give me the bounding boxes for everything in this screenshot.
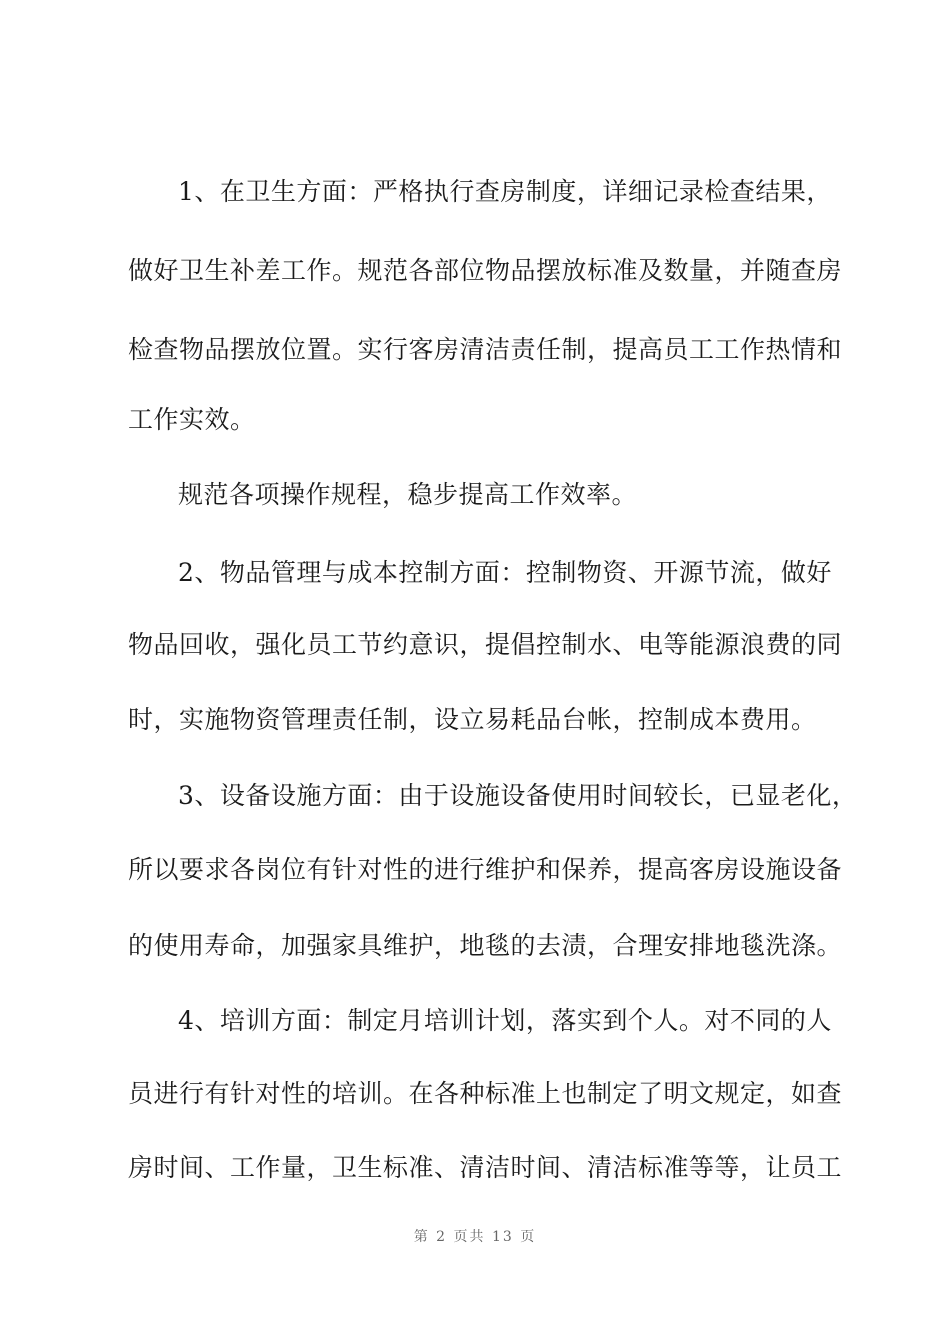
text-line-content: 4、培训方面：制定月培训计划，落实到个人。对不同的人	[178, 1006, 832, 1035]
text-line-content: 时，实施物资管理责任制，设立易耗品台帐，控制成本费用。	[128, 705, 817, 734]
text-line-content: 3、设备设施方面：由于设施设备使用时间较长，已显老化，	[178, 781, 858, 810]
text-line	[0, 776, 950, 816]
text-line	[0, 330, 950, 370]
text-line	[0, 400, 950, 440]
text-line-content: 的使用寿命，加强家具维护，地毯的去渍，合理安排地毯洗涤。	[128, 931, 843, 960]
text-line	[0, 172, 950, 212]
text-line	[0, 850, 950, 890]
text-line-content: 规范各项操作规程，稳步提高工作效率。	[178, 480, 638, 509]
text-line-content: 检查物品摆放位置。实行客房清洁责任制，提高员工工作热情和	[128, 335, 843, 364]
text-line	[0, 1148, 950, 1188]
text-line-content: 物品回收，强化员工节约意识，提倡控制水、电等能源浪费的同	[128, 630, 843, 659]
text-line	[0, 1074, 950, 1114]
text-line	[0, 700, 950, 740]
text-line-content: 2、物品管理与成本控制方面：控制物资、开源节流，做好	[178, 558, 832, 587]
text-line-content: 1、在卫生方面：严格执行查房制度，详细记录检查结果，	[178, 177, 832, 206]
text-line-content: 所以要求各岗位有针对性的进行维护和保养，提高客房设施设备	[128, 855, 843, 884]
text-line	[0, 475, 950, 515]
text-line-content: 房时间、工作量，卫生标准、清洁时间、清洁标准等等，让员工	[128, 1153, 843, 1182]
page-number-footer: 第 2 页共 13 页	[413, 1229, 537, 1245]
text-line	[0, 1001, 950, 1041]
text-line-content: 做好卫生补差工作。规范各部位物品摆放标准及数量，并随查房	[128, 256, 843, 285]
text-line	[0, 251, 950, 291]
text-line	[0, 926, 950, 966]
text-line-content: 工作实效。	[128, 405, 256, 434]
text-line	[0, 553, 950, 593]
text-line-content: 员进行有针对性的培训。在各种标准上也制定了明文规定，如查	[128, 1079, 843, 1108]
text-line	[0, 625, 950, 665]
